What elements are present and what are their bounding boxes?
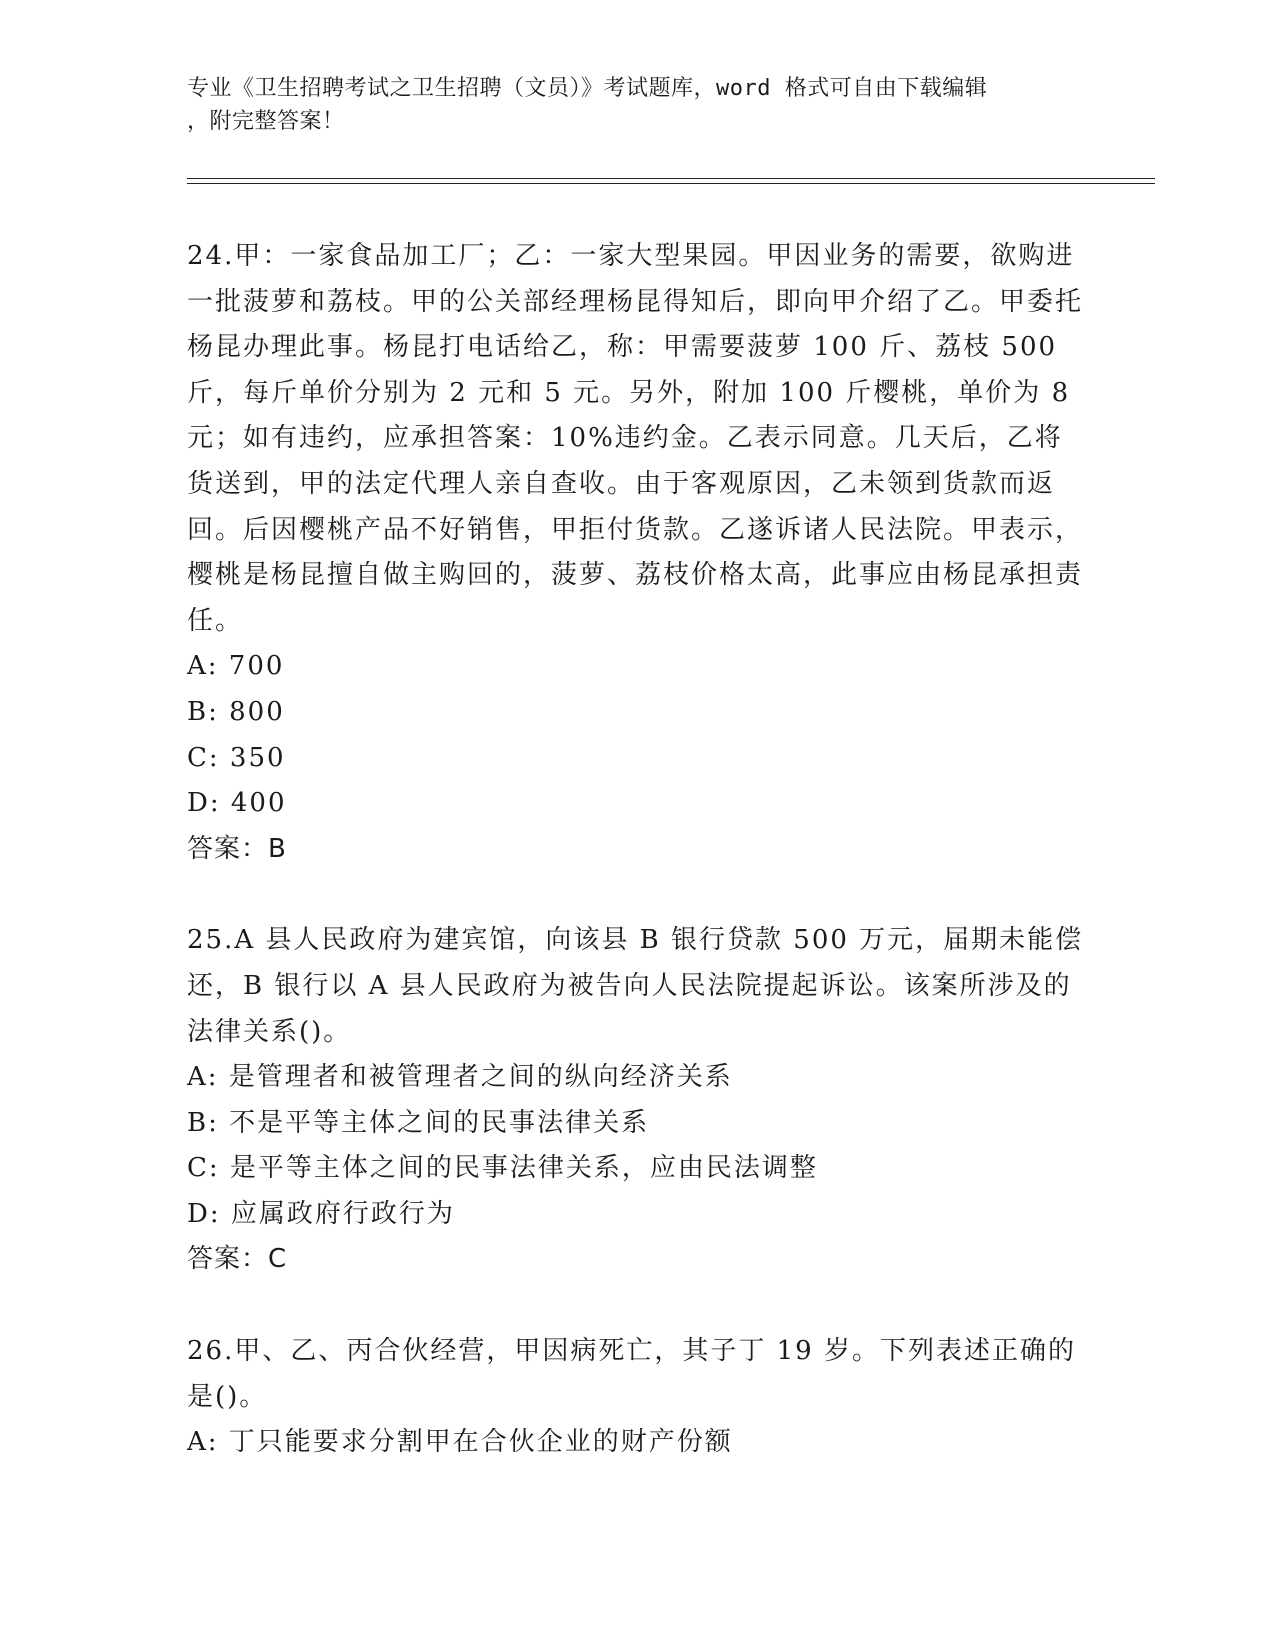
- option-b: B: 不是平等主体之间的民事法律关系: [187, 1107, 650, 1138]
- option-c: C: 350: [187, 742, 286, 773]
- option-a: A: 丁只能要求分割甲在合伙企业的财产份额: [187, 1427, 733, 1458]
- option-a: A: 700: [187, 651, 285, 682]
- header-divider-bottom: [187, 183, 1155, 184]
- header-line-2: ，附完整答案！: [187, 109, 345, 134]
- answer: 答案：C: [187, 1244, 288, 1275]
- question-25: [187, 918, 1087, 1283]
- question-text: 24.甲：一家食品加工厂；乙：一家大型果园。甲因业务的需要，欲购进一批菠萝和荔枝。甲的公关部经理杨昆得知后，即向甲介绍了乙。甲委托杨昆办理此事。杨昆打电话给乙，称：甲需要菠萝 100 斤、荔枝 500 斤，每斤单价分别为 2 元和 5 元。另外，附加 100 斤樱桃，单价为 8 元；如有违约，应承担答案：10%违约金。乙表示同意。几天后，乙将货送到，甲的法定代理人亲自查收。由于客观原因，乙未领到货款而返回。后因樱桃产品不好销售，甲拒付货款。乙遂诉诸人民法院。甲表示，樱桃是杨昆擅自做主购回的，菠萝、荔枝价格太高，此事应由杨昆承担责任。: [187, 241, 1084, 636]
- option-a: A: 是管理者和被管理者之间的纵向经济关系: [187, 1062, 733, 1093]
- question-26: [187, 1329, 1087, 1466]
- document-header: [187, 72, 1067, 138]
- question-text: 25.A 县人民政府为建宾馆，向该县 B 银行贷款 500 万元，届期未能偿还，B 银行以 A 县人民政府为被告向人民法院提起诉讼。该案所涉及的法律关系()。: [187, 925, 1084, 1047]
- answer: 答案：B: [187, 833, 287, 864]
- option-c: C: 是平等主体之间的民事法律关系，应由民法调整: [187, 1153, 818, 1184]
- option-d: D: 应属政府行政行为: [187, 1198, 455, 1229]
- question-text: 26.甲、乙、丙合伙经营，甲因病死亡，其子丁 19 岁。下列表述正确的是()。: [187, 1336, 1076, 1412]
- header-line-1: 专业《卫生招聘考试之卫生招聘（文员）》考试题库，word 格式可自由下载编辑: [187, 76, 988, 101]
- header-divider-top: [187, 178, 1155, 179]
- question-24: [187, 234, 1087, 872]
- question-list: [187, 234, 1087, 1512]
- option-b: B: 800: [187, 696, 285, 727]
- option-d: D: 400: [187, 788, 287, 819]
